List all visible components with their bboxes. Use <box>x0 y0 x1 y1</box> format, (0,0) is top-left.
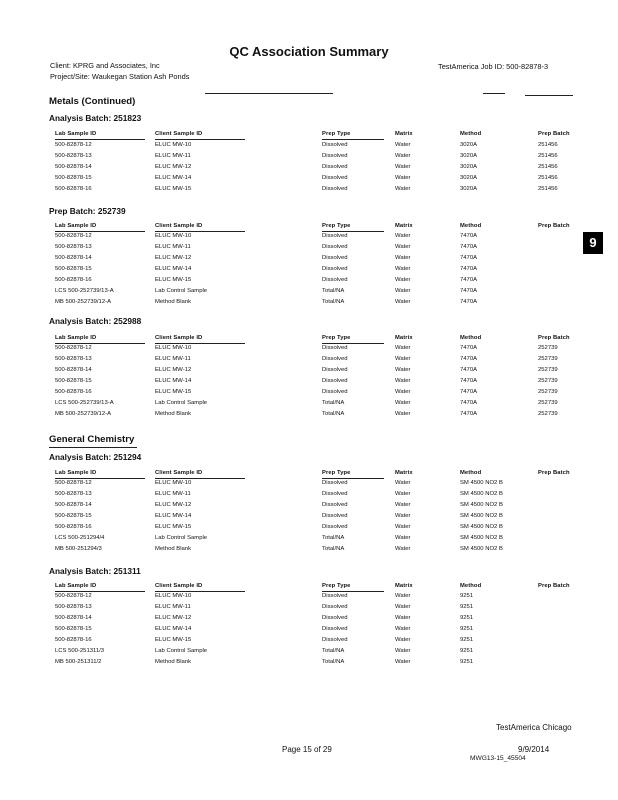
cell-lab-sample-id: 500-82878-16 <box>55 524 92 530</box>
cell-method: 9251 <box>460 604 474 610</box>
batch-title: Prep Batch: 252739 <box>49 206 126 216</box>
cell-lab-sample-id: LCS 500-251294/4 <box>55 535 105 541</box>
cell-lab-sample-id: 500-82878-12 <box>55 593 92 599</box>
column-header-prep-type: Prep Type <box>322 335 351 341</box>
column-header-prep-batch: Prep Batch <box>538 583 570 589</box>
cell-matrix: Water <box>395 153 411 159</box>
cell-prep-type: Dissolved <box>322 255 348 261</box>
batch-title: Analysis Batch: 251823 <box>49 113 142 123</box>
cell-method: 7470A <box>460 233 478 239</box>
cell-client-sample-id: ELUC MW-11 <box>155 153 191 159</box>
cell-prep-batch: 251456 <box>538 142 558 148</box>
cell-lab-sample-id: 500-82878-14 <box>55 164 92 170</box>
page-title: QC Association Summary <box>229 44 389 59</box>
cell-prep-batch: 252739 <box>538 400 558 406</box>
cell-lab-sample-id: 500-82878-14 <box>55 615 92 621</box>
cell-method: 9251 <box>460 615 474 621</box>
column-header-prep-batch: Prep Batch <box>538 335 570 341</box>
table-rule <box>49 447 137 448</box>
cell-method: 3020A <box>460 175 478 181</box>
cell-matrix: Water <box>395 535 411 541</box>
cell-client-sample-id: ELUC MW-14 <box>155 626 192 632</box>
cell-client-sample-id: ELUC MW-11 <box>155 604 191 610</box>
cell-matrix: Water <box>395 524 411 530</box>
column-header-matrix: Matrix <box>395 223 413 229</box>
column-header-prep-batch: Prep Batch <box>538 131 570 137</box>
cell-method: SM 4500 NO2 B <box>460 535 503 541</box>
cell-prep-type: Total/NA <box>322 411 345 417</box>
table-rule <box>55 591 145 592</box>
table-rule <box>55 231 145 232</box>
cell-matrix: Water <box>395 604 411 610</box>
cell-client-sample-id: ELUC MW-14 <box>155 175 192 181</box>
job-id: TestAmerica Job ID: 500-82878-3 <box>438 62 549 71</box>
column-header-client-sample-id: Client Sample ID <box>155 335 203 341</box>
cell-lab-sample-id: 500-82878-14 <box>55 367 92 373</box>
cell-prep-type: Dissolved <box>322 626 348 632</box>
column-header-method: Method <box>460 335 482 341</box>
cell-matrix: Water <box>395 345 411 351</box>
cell-lab-sample-id: LCS 500-252739/13-A <box>55 400 114 406</box>
cell-lab-sample-id: 500-82878-16 <box>55 389 92 395</box>
column-header-client-sample-id: Client Sample ID <box>155 131 203 137</box>
table-rule <box>322 591 384 592</box>
column-header-prep-type: Prep Type <box>322 131 351 137</box>
document-code: MWG13-15_45504 <box>470 755 526 762</box>
report-date: 9/9/2014 <box>518 745 550 754</box>
cell-client-sample-id: ELUC MW-14 <box>155 378 192 384</box>
cell-client-sample-id: Lab Control Sample <box>155 535 208 541</box>
cell-lab-sample-id: 500-82878-16 <box>55 637 92 643</box>
cell-method: 7470A <box>460 400 478 406</box>
cell-lab-sample-id: 500-82878-13 <box>55 491 92 497</box>
cell-method: 7470A <box>460 255 478 261</box>
cell-matrix: Water <box>395 356 411 362</box>
column-header-matrix: Matrix <box>395 131 413 137</box>
cell-matrix: Water <box>395 255 411 261</box>
cell-prep-batch: 251456 <box>538 186 558 192</box>
cell-matrix: Water <box>395 513 411 519</box>
cell-client-sample-id: ELUC MW-10 <box>155 142 192 148</box>
cell-matrix: Water <box>395 626 411 632</box>
cell-prep-type: Dissolved <box>322 524 348 530</box>
cell-prep-type: Dissolved <box>322 491 348 497</box>
cell-prep-type: Dissolved <box>322 615 348 621</box>
cell-matrix: Water <box>395 648 411 654</box>
cell-client-sample-id: ELUC MW-10 <box>155 593 192 599</box>
cell-prep-batch: 252739 <box>538 411 558 417</box>
cell-method: 7470A <box>460 345 478 351</box>
batch-title: Analysis Batch: 251294 <box>49 452 142 462</box>
cell-client-sample-id: ELUC MW-10 <box>155 233 192 239</box>
cell-lab-sample-id: 500-82878-16 <box>55 277 92 283</box>
table-rule <box>155 478 245 479</box>
column-header-client-sample-id: Client Sample ID <box>155 583 203 589</box>
cell-client-sample-id: Method Blank <box>155 659 192 665</box>
header-rule <box>205 93 333 94</box>
client-name: Client: KPRG and Associates, Inc <box>50 61 160 70</box>
column-header-prep-batch: Prep Batch <box>538 470 570 476</box>
table-rule <box>155 231 245 232</box>
cell-lab-sample-id: MB 500-252739/12-A <box>55 299 111 305</box>
cell-client-sample-id: ELUC MW-12 <box>155 502 192 508</box>
cell-prep-type: Dissolved <box>322 186 348 192</box>
cell-lab-sample-id: 500-82878-12 <box>55 480 92 486</box>
column-header-matrix: Matrix <box>395 470 413 476</box>
cell-matrix: Water <box>395 593 411 599</box>
table-rule <box>155 343 245 344</box>
cell-lab-sample-id: 500-82878-15 <box>55 266 92 272</box>
cell-prep-type: Dissolved <box>322 513 348 519</box>
table-rule <box>322 343 384 344</box>
cell-method: 3020A <box>460 164 478 170</box>
cell-method: 3020A <box>460 142 478 148</box>
column-header-lab-sample-id: Lab Sample ID <box>55 335 97 341</box>
cell-matrix: Water <box>395 277 411 283</box>
cell-method: 7470A <box>460 356 478 362</box>
cell-matrix: Water <box>395 480 411 486</box>
cell-prep-type: Total/NA <box>322 288 345 294</box>
table-rule <box>155 139 245 140</box>
cell-lab-sample-id: 500-82878-15 <box>55 513 92 519</box>
cell-matrix: Water <box>395 186 411 192</box>
lab-name: TestAmerica Chicago <box>496 723 572 732</box>
cell-client-sample-id: ELUC MW-15 <box>155 637 192 643</box>
cell-matrix: Water <box>395 659 411 665</box>
column-header-lab-sample-id: Lab Sample ID <box>55 223 97 229</box>
cell-method: 7470A <box>460 266 478 272</box>
column-header-method: Method <box>460 131 482 137</box>
column-header-lab-sample-id: Lab Sample ID <box>55 583 97 589</box>
header-rule <box>525 95 573 96</box>
cell-lab-sample-id: MB 500-251294/3 <box>55 546 102 552</box>
cell-prep-type: Dissolved <box>322 266 348 272</box>
cell-method: SM 4500 NO2 B <box>460 524 503 530</box>
cell-matrix: Water <box>395 637 411 643</box>
table-rule <box>55 343 145 344</box>
cell-lab-sample-id: 500-82878-16 <box>55 186 92 192</box>
cell-matrix: Water <box>395 164 411 170</box>
cell-prep-type: Dissolved <box>322 233 348 239</box>
cell-method: 7470A <box>460 277 478 283</box>
cell-lab-sample-id: 500-82878-15 <box>55 626 92 632</box>
cell-lab-sample-id: 500-82878-15 <box>55 378 92 384</box>
cell-prep-type: Total/NA <box>322 535 345 541</box>
cell-prep-type: Dissolved <box>322 175 348 181</box>
table-rule <box>55 139 145 140</box>
cell-prep-batch: 251456 <box>538 175 558 181</box>
section-tab: 9 <box>583 232 603 254</box>
cell-matrix: Water <box>395 233 411 239</box>
column-header-lab-sample-id: Lab Sample ID <box>55 470 97 476</box>
cell-prep-type: Dissolved <box>322 164 348 170</box>
cell-prep-type: Dissolved <box>322 153 348 159</box>
cell-method: 7470A <box>460 244 478 250</box>
cell-matrix: Water <box>395 546 411 552</box>
cell-prep-type: Dissolved <box>322 345 348 351</box>
cell-method: 9251 <box>460 637 474 643</box>
cell-method: 7470A <box>460 288 478 294</box>
cell-matrix: Water <box>395 411 411 417</box>
column-header-prep-type: Prep Type <box>322 223 351 229</box>
cell-prep-type: Dissolved <box>322 378 348 384</box>
table-rule <box>322 231 384 232</box>
cell-client-sample-id: ELUC MW-12 <box>155 367 192 373</box>
column-header-method: Method <box>460 470 482 476</box>
cell-matrix: Water <box>395 389 411 395</box>
table-rule <box>155 591 245 592</box>
cell-matrix: Water <box>395 502 411 508</box>
header-rule <box>483 93 505 94</box>
cell-matrix: Water <box>395 244 411 250</box>
cell-prep-type: Total/NA <box>322 648 345 654</box>
page-number: Page 15 of 29 <box>282 745 332 754</box>
cell-prep-type: Total/NA <box>322 546 345 552</box>
section-heading: General Chemistry <box>49 434 135 445</box>
cell-client-sample-id: ELUC MW-14 <box>155 266 192 272</box>
cell-lab-sample-id: LCS 500-252739/13-A <box>55 288 114 294</box>
cell-client-sample-id: ELUC MW-15 <box>155 186 192 192</box>
cell-client-sample-id: ELUC MW-14 <box>155 513 192 519</box>
cell-method: 7470A <box>460 299 478 305</box>
cell-lab-sample-id: 500-82878-14 <box>55 502 92 508</box>
cell-client-sample-id: ELUC MW-10 <box>155 480 192 486</box>
cell-lab-sample-id: 500-82878-13 <box>55 244 92 250</box>
cell-method: 7470A <box>460 378 478 384</box>
cell-method: 9251 <box>460 593 474 599</box>
cell-lab-sample-id: 500-82878-13 <box>55 356 92 362</box>
cell-method: SM 4500 NO2 B <box>460 513 503 519</box>
cell-prep-type: Dissolved <box>322 356 348 362</box>
column-header-prep-batch: Prep Batch <box>538 223 570 229</box>
cell-lab-sample-id: 500-82878-15 <box>55 175 92 181</box>
cell-client-sample-id: ELUC MW-12 <box>155 255 192 261</box>
cell-matrix: Water <box>395 400 411 406</box>
cell-method: 3020A <box>460 153 478 159</box>
cell-prep-type: Total/NA <box>322 400 345 406</box>
cell-prep-type: Dissolved <box>322 389 348 395</box>
table-rule <box>322 478 384 479</box>
cell-client-sample-id: Lab Control Sample <box>155 648 208 654</box>
cell-client-sample-id: ELUC MW-11 <box>155 491 191 497</box>
cell-method: SM 4500 NO2 B <box>460 491 503 497</box>
cell-client-sample-id: Method Blank <box>155 546 192 552</box>
cell-method: 7470A <box>460 367 478 373</box>
cell-prep-type: Dissolved <box>322 593 348 599</box>
cell-lab-sample-id: 500-82878-13 <box>55 604 92 610</box>
cell-lab-sample-id: 500-82878-13 <box>55 153 92 159</box>
column-header-lab-sample-id: Lab Sample ID <box>55 131 97 137</box>
cell-client-sample-id: ELUC MW-15 <box>155 524 192 530</box>
cell-method: 7470A <box>460 411 478 417</box>
cell-prep-batch: 252739 <box>538 345 558 351</box>
cell-matrix: Water <box>395 615 411 621</box>
column-header-method: Method <box>460 583 482 589</box>
cell-prep-type: Dissolved <box>322 637 348 643</box>
cell-matrix: Water <box>395 299 411 305</box>
cell-prep-type: Dissolved <box>322 142 348 148</box>
batch-title: Analysis Batch: 252988 <box>49 316 142 326</box>
cell-prep-type: Dissolved <box>322 277 348 283</box>
cell-matrix: Water <box>395 367 411 373</box>
table-rule <box>322 139 384 140</box>
cell-prep-type: Total/NA <box>322 659 345 665</box>
cell-method: 9251 <box>460 648 474 654</box>
cell-client-sample-id: ELUC MW-10 <box>155 345 192 351</box>
cell-client-sample-id: ELUC MW-12 <box>155 615 192 621</box>
cell-prep-batch: 252739 <box>538 356 558 362</box>
batch-title: Analysis Batch: 251311 <box>49 566 141 576</box>
cell-prep-type: Dissolved <box>322 604 348 610</box>
cell-prep-type: Dissolved <box>322 480 348 486</box>
cell-method: SM 4500 NO2 B <box>460 480 503 486</box>
cell-client-sample-id: Lab Control Sample <box>155 288 208 294</box>
cell-matrix: Water <box>395 175 411 181</box>
column-header-client-sample-id: Client Sample ID <box>155 470 203 476</box>
cell-matrix: Water <box>395 288 411 294</box>
cell-prep-batch: 252739 <box>538 389 558 395</box>
cell-method: 7470A <box>460 389 478 395</box>
cell-matrix: Water <box>395 266 411 272</box>
cell-prep-batch: 252739 <box>538 378 558 384</box>
table-rule <box>55 478 145 479</box>
cell-prep-type: Dissolved <box>322 502 348 508</box>
cell-matrix: Water <box>395 142 411 148</box>
project-site: Project/Site: Waukegan Station Ash Ponds <box>50 72 190 81</box>
cell-prep-type: Dissolved <box>322 367 348 373</box>
cell-method: SM 4500 NO2 B <box>460 546 503 552</box>
cell-client-sample-id: ELUC MW-11 <box>155 356 191 362</box>
cell-client-sample-id: ELUC MW-15 <box>155 277 192 283</box>
cell-lab-sample-id: MB 500-252739/12-A <box>55 411 111 417</box>
cell-method: 9251 <box>460 659 474 665</box>
cell-lab-sample-id: 500-82878-12 <box>55 142 92 148</box>
column-header-method: Method <box>460 223 482 229</box>
section-heading: Metals (Continued) <box>49 96 136 107</box>
cell-client-sample-id: Lab Control Sample <box>155 400 208 406</box>
column-header-prep-type: Prep Type <box>322 583 351 589</box>
column-header-matrix: Matrix <box>395 583 413 589</box>
cell-prep-batch: 251456 <box>538 164 558 170</box>
cell-lab-sample-id: 500-82878-12 <box>55 345 92 351</box>
cell-method: SM 4500 NO2 B <box>460 502 503 508</box>
cell-matrix: Water <box>395 378 411 384</box>
cell-client-sample-id: ELUC MW-11 <box>155 244 191 250</box>
cell-prep-batch: 251456 <box>538 153 558 159</box>
cell-lab-sample-id: 500-82878-12 <box>55 233 92 239</box>
cell-prep-type: Total/NA <box>322 299 345 305</box>
cell-lab-sample-id: 500-82878-14 <box>55 255 92 261</box>
cell-method: 3020A <box>460 186 478 192</box>
cell-prep-type: Dissolved <box>322 244 348 250</box>
cell-method: 9251 <box>460 626 474 632</box>
cell-lab-sample-id: LCS 500-251311/3 <box>55 648 105 654</box>
cell-client-sample-id: Method Blank <box>155 299 192 305</box>
column-header-prep-type: Prep Type <box>322 470 351 476</box>
cell-client-sample-id: ELUC MW-12 <box>155 164 192 170</box>
cell-client-sample-id: ELUC MW-15 <box>155 389 192 395</box>
column-header-matrix: Matrix <box>395 335 413 341</box>
cell-matrix: Water <box>395 491 411 497</box>
column-header-client-sample-id: Client Sample ID <box>155 223 203 229</box>
cell-client-sample-id: Method Blank <box>155 411 192 417</box>
cell-lab-sample-id: MB 500-251311/2 <box>55 659 102 665</box>
cell-prep-batch: 252739 <box>538 367 558 373</box>
